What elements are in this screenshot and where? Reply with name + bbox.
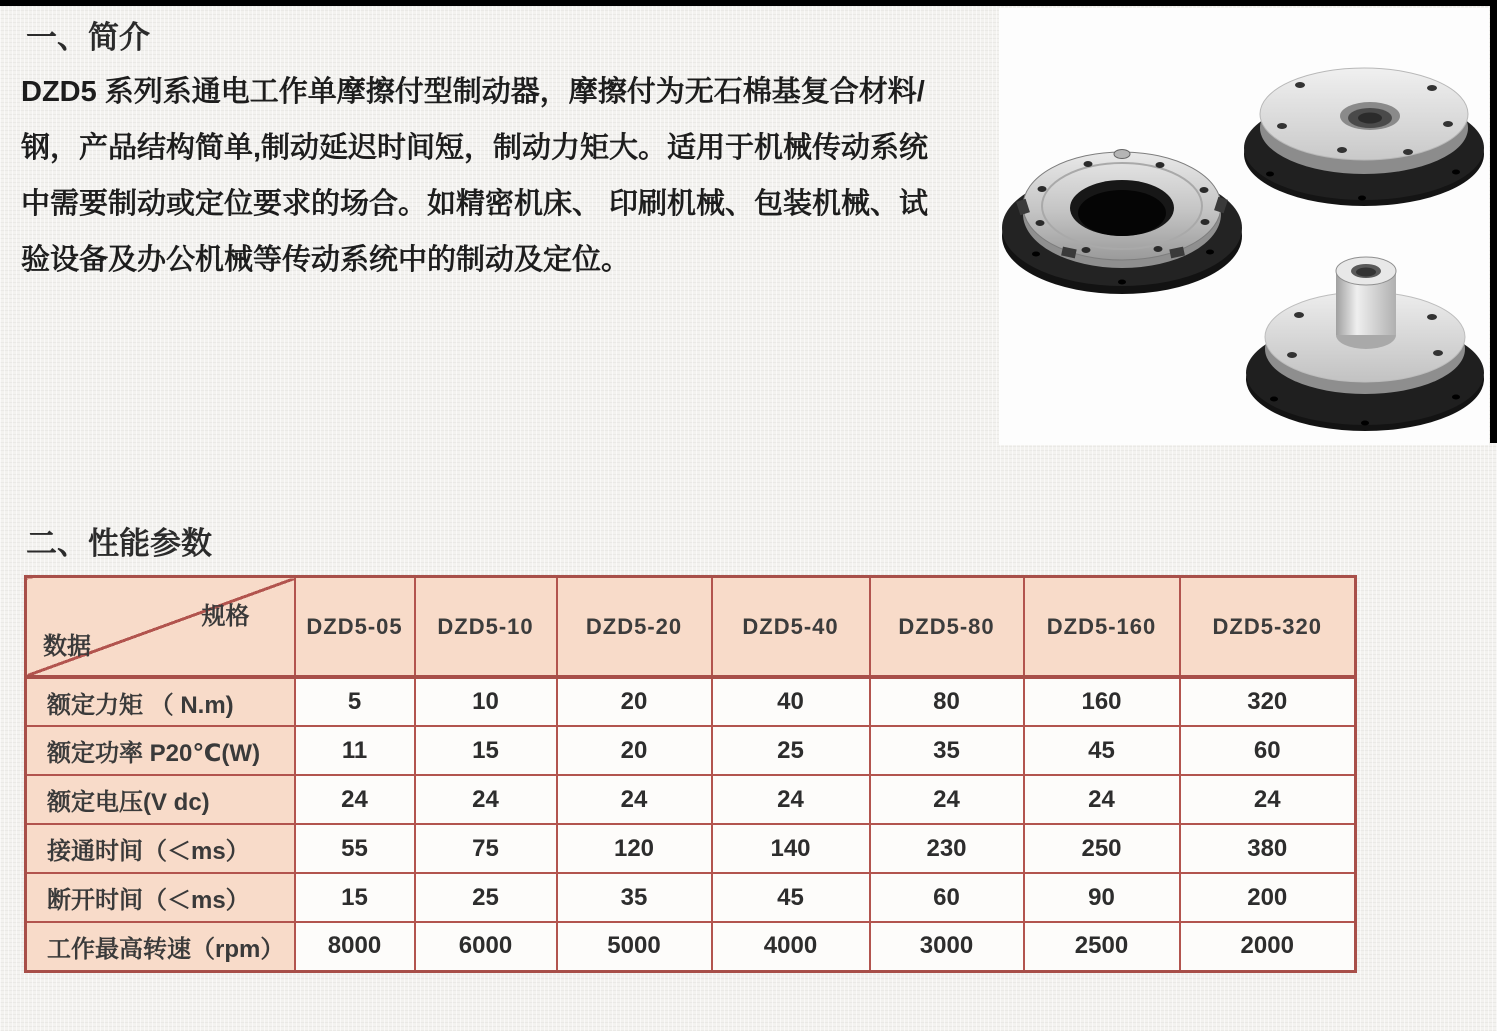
intro-line: 中需要制动或定位要求的场合。如精密机床、 印刷机械、包装机械、试 — [21, 188, 929, 220]
corner-label-spec: 规格 — [201, 603, 250, 630]
table-cell: 24 — [1180, 775, 1356, 824]
table-cell: 24 — [415, 775, 557, 824]
table-cell: 20 — [557, 726, 712, 775]
center-hole — [1070, 180, 1174, 236]
table-cell: 6000 — [415, 922, 557, 971]
column-header: DZD5-20 — [557, 577, 712, 678]
performance-table — [24, 575, 1357, 973]
row-label: 额定电压(V dc) — [26, 775, 295, 824]
table-cell: 24 — [712, 775, 870, 824]
table-cell: 11 — [295, 726, 415, 775]
table-cell: 20 — [557, 677, 712, 726]
table-cell: 45 — [1024, 726, 1180, 775]
table-cell: 25 — [712, 726, 870, 775]
row-label: 额定力矩 （ N.m) — [26, 677, 295, 726]
intro-line: DZD5 系列系通电工作单摩擦付型制动器，摩擦付为无石棉基复合材料/ — [21, 76, 925, 108]
table-cell: 40 — [712, 677, 870, 726]
right-border-bar — [1490, 0, 1497, 443]
column-header: DZD5-40 — [712, 577, 870, 678]
table-cell: 250 — [1024, 824, 1180, 873]
table-cell: 5 — [295, 677, 415, 726]
table-cell: 4000 — [712, 922, 870, 971]
column-header: DZD5-80 — [870, 577, 1024, 678]
row-label: 断开时间（＜ms） — [26, 873, 295, 922]
table-cell: 60 — [870, 873, 1024, 922]
column-header: DZD5-05 — [295, 577, 415, 678]
table-row — [26, 922, 1356, 971]
column-header: DZD5-160 — [1024, 577, 1180, 678]
row-label: 额定功率 P20℃(W) — [26, 726, 295, 775]
table-cell: 8000 — [295, 922, 415, 971]
row-label: 接通时间（＜ms） — [26, 824, 295, 873]
table-row — [26, 873, 1356, 922]
table-cell: 55 — [295, 824, 415, 873]
corner-label-data: 数据 — [43, 633, 91, 660]
table-cell: 2500 — [1024, 922, 1180, 971]
table-cell: 45 — [712, 873, 870, 922]
table-cell: 15 — [295, 873, 415, 922]
table-corner-cell — [26, 577, 295, 678]
top-border-bar — [0, 0, 1497, 6]
brake-ring-photo — [1000, 96, 1245, 311]
table-cell: 24 — [557, 775, 712, 824]
column-header: DZD5-320 — [1180, 577, 1356, 678]
table-cell: 80 — [870, 677, 1024, 726]
table-cell: 160 — [1024, 677, 1180, 726]
table-cell: 380 — [1180, 824, 1356, 873]
table-row — [26, 824, 1356, 873]
table-header-row — [26, 577, 1356, 678]
table-cell: 35 — [870, 726, 1024, 775]
column-header: DZD5-10 — [415, 577, 557, 678]
table-cell: 2000 — [1180, 922, 1356, 971]
table-cell: 10 — [415, 677, 557, 726]
table-cell: 120 — [557, 824, 712, 873]
table-cell: 24 — [1024, 775, 1180, 824]
table-cell: 230 — [870, 824, 1024, 873]
params-heading: 二、性能参数 — [26, 526, 212, 561]
intro-heading: 一、简介 — [26, 20, 150, 55]
table-cell: 35 — [557, 873, 712, 922]
table-cell: 3000 — [870, 922, 1024, 971]
table-row — [26, 677, 1356, 726]
table-cell: 90 — [1024, 873, 1180, 922]
table-cell: 320 — [1180, 677, 1356, 726]
hub — [1336, 257, 1396, 349]
intro-line: 钢，产品结构简单,制动延迟时间短，制动力矩大。适用于机械传动系统 — [21, 132, 929, 164]
table-cell: 5000 — [557, 922, 712, 971]
product-photos-panel — [999, 8, 1489, 445]
intro-paragraph — [21, 64, 1006, 288]
table-cell: 25 — [415, 873, 557, 922]
brake-disc-hub-photo — [1244, 223, 1487, 441]
table-cell: 60 — [1180, 726, 1356, 775]
table-row — [26, 775, 1356, 824]
table-row — [26, 726, 1356, 775]
table-cell: 24 — [295, 775, 415, 824]
brake-disc-flat-photo — [1242, 28, 1487, 216]
table-cell: 200 — [1180, 873, 1356, 922]
table-cell: 24 — [870, 775, 1024, 824]
table-cell: 140 — [712, 824, 870, 873]
row-label: 工作最高转速（rpm） — [26, 922, 295, 971]
intro-line: 验设备及办公机械等传动系统中的制动及定位。 — [21, 244, 631, 276]
table-cell: 75 — [415, 824, 557, 873]
table-cell: 15 — [415, 726, 557, 775]
